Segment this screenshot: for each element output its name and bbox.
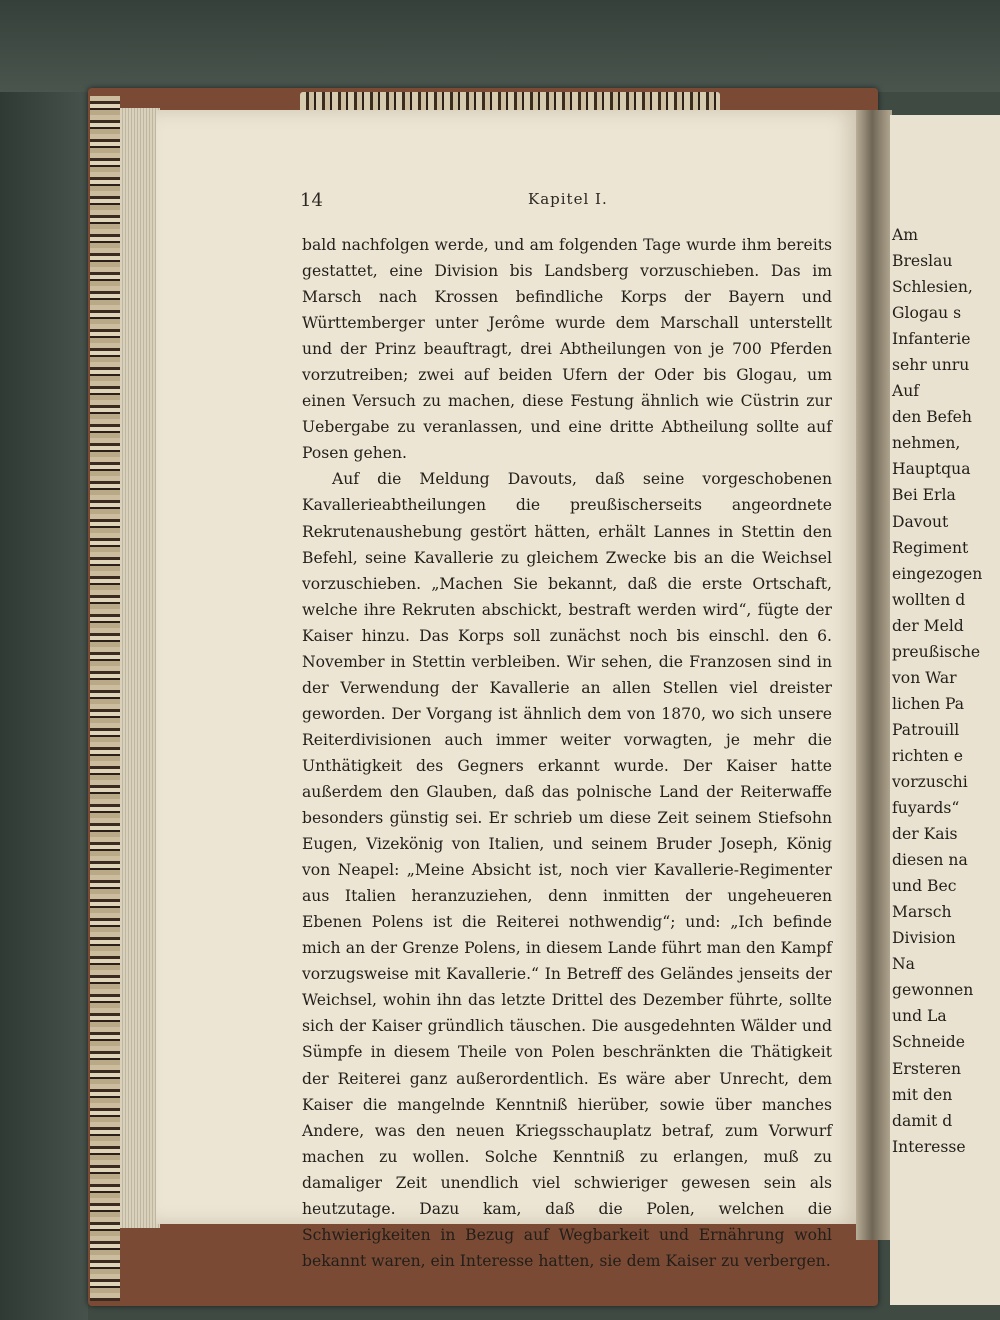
right-page-line: Bei Erla bbox=[892, 486, 956, 505]
right-page-line: Hauptqua bbox=[892, 460, 971, 479]
right-page-line: Regiment bbox=[892, 538, 969, 557]
right-page-line: Marsch bbox=[892, 903, 952, 922]
right-page-line: der Meld bbox=[892, 616, 964, 635]
right-page-line: wollten d bbox=[892, 590, 966, 609]
right-page-line: und La bbox=[892, 1007, 947, 1026]
page-edges bbox=[120, 108, 160, 1228]
background-top bbox=[0, 0, 1000, 92]
right-page-line: und Bec bbox=[892, 877, 957, 896]
right-page-line: Glogau s bbox=[892, 304, 962, 323]
right-page-line: Davout bbox=[892, 512, 949, 531]
right-page bbox=[890, 115, 1000, 1305]
right-page-line: gewonnen bbox=[892, 981, 974, 1000]
right-page-line: richten e bbox=[892, 746, 963, 765]
right-page-line: preußische bbox=[892, 642, 981, 661]
right-page-line: Ersteren bbox=[892, 1059, 962, 1078]
page-header bbox=[300, 190, 860, 218]
right-page-line: fuyards“ bbox=[892, 799, 960, 818]
right-page-line: der Kais bbox=[892, 825, 958, 844]
right-page-line: Na bbox=[892, 955, 915, 974]
right-page-line: von War bbox=[892, 668, 957, 687]
right-page-line: Breslau bbox=[892, 252, 953, 271]
right-page-line: eingezogen bbox=[892, 564, 983, 583]
body-text bbox=[302, 232, 832, 1274]
page-number: 14 bbox=[300, 190, 323, 211]
right-page-line: Infanterie bbox=[892, 330, 971, 349]
right-page-line: vorzuschi bbox=[892, 772, 968, 791]
book-gutter bbox=[856, 110, 892, 1240]
right-page-line: nehmen, bbox=[892, 434, 961, 453]
right-page-line: Auf bbox=[892, 382, 920, 401]
right-page-line: damit d bbox=[892, 1111, 953, 1130]
right-page-line: diesen na bbox=[892, 851, 968, 870]
right-page-text bbox=[892, 222, 1000, 1160]
right-page-line: Division bbox=[892, 929, 956, 948]
right-page-line: Schneide bbox=[892, 1033, 965, 1052]
right-page-line: Interesse bbox=[892, 1137, 966, 1156]
paragraph: Auf die Meldung Davouts, daß seine vorgeschobenen Kavallerieabtheilungen die preußischerseits angeordnete Rekrutenaushebung gestört hätten, erhält Lannes in Stettin den Befehl, seine Kavallerie zu gleichem Zwecke bis an die Weichsel vorzuschieben. „Machen Sie bekannt, daß die erste Ortschaft, welche ihre Rekruten abschickt, bestraft werden wird“, fügte der Kaiser hinzu. Das Korps soll zunächst noch bis einschl. den 6. November in Stettin verbleiben. Wir sehen, die Franzosen sind in der Verwendung der Kavallerie an allen Stellen viel dreister geworden. Der Vorgang ist ähnlich dem von 1870, wo sich unsere Reiterdivisionen auch immer weiter vorwagten, je mehr die Unthätigkeit des Gegners erkannt wurde. Der Kaiser hatte außerdem den Glauben, daß das polnische Land der Reiterwaffe besonders günstig sei. Er schrieb um diese Zeit seinem Stiefsohn Eugen, Vizekönig von Italien, und seinem Bruder Joseph, König von Neapel: „Meine Absicht ist, noch vier Kavallerie-Regimenter aus Italien heranzuziehen, denn inmitten der ungeheueren Ebenen Polens ist die Reiterei nothwendig“; und: „Ich befinde mich an der Grenze Polens, in diesem Lande führt man den Kampf vorzugsweise mit Kavallerie.“ In Betreff des Geländes jenseits der Weichsel, wohin ihn das letzte Drittel des Dezember führte, sollte sich der Kaiser gründlich täuschen. Die ausgedehnten Wälder und Sümpfe in diesem Theile von Polen beschränkten die Thätigkeit der Reiterei ganz außerordentlich. Es wäre aber Unrecht, dem Kaiser die mangelnde Kenntniß hierüber, sowie über manches Andere, was den neuen Kriegsschauplatz betraf, zum Vorwurf machen zu wollen. Solche Kenntniß zu erlangen, muß zu damaliger Zeit unendlich viel schwieriger gewesen sein als heutzutage. Dazu kam, daß die Polen, welchen die Schwierigkeiten in Bezug auf Wegbarkeit und Ernährung wohl bekannt waren, ein Interesse hatten, sie dem Kaiser zu verbergen. bbox=[302, 470, 832, 1270]
right-page-line: sehr unru bbox=[892, 356, 970, 375]
right-page-line: Patrouill bbox=[892, 720, 960, 739]
right-page-line: Schlesien, bbox=[892, 278, 973, 297]
running-head: Kapitel I. bbox=[528, 190, 608, 208]
right-page-line: mit den bbox=[892, 1085, 953, 1104]
paragraph: bald nachfolgen werde, und am folgenden Tage wurde ihm bereits gestattet, eine Division bis Landsberg vorzuschieben. Das im Marsch nach Krossen befindliche Korps der Bayern und Württemberger unter Jerôme wurde dem Marschall unterstellt und der Prinz beauftragt, drei Abtheilungen von je 700 Pferden vorzutreiben; zwei auf beiden Ufern der Oder bis Glogau, um einen Versuch zu machen, diese Festung ähnlich wie Cüstrin zur Uebergabe zu veranlassen, und eine dritte Abtheilung sollte auf Posen gehen. bbox=[302, 236, 832, 463]
right-page-line: Am bbox=[892, 226, 919, 244]
background-left bbox=[0, 0, 88, 1320]
marbled-edge-left bbox=[90, 96, 120, 1301]
right-page-line: den Befeh bbox=[892, 408, 972, 427]
right-page-line: lichen Pa bbox=[892, 694, 965, 713]
